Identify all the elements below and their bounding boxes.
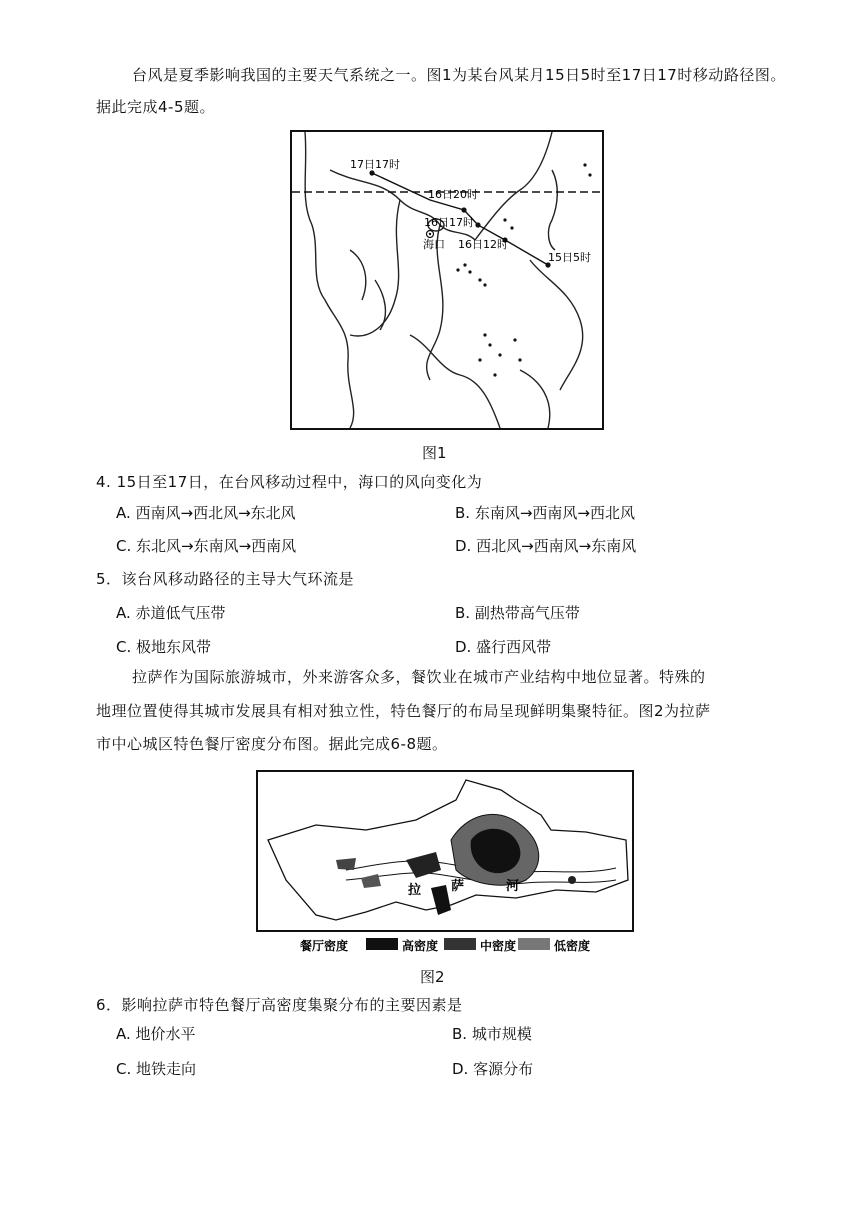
legend-low-swatch: [518, 938, 550, 950]
legend-mid-swatch: [444, 938, 476, 950]
intro2-line2: 地理位置使得其城市发展具有相对独立性，特色餐厅的布局呈现鲜明集聚特征。图2为拉萨: [96, 702, 711, 720]
river-char-1: 拉: [408, 883, 422, 898]
figure1-typhoon-map: [290, 130, 604, 430]
q5-option-b: B. 副热带高气压带: [455, 604, 580, 622]
river-char-3: 河: [506, 879, 520, 894]
q6-option-d: D. 客源分布: [452, 1060, 534, 1078]
intro2-line3: 市中心城区特色餐厅密度分布图。据此完成6-8题。: [96, 735, 448, 753]
intro1-line2: 据此完成4-5题。: [96, 98, 216, 116]
legend-high-swatch: [366, 938, 398, 950]
label-15-5: 15日5时: [548, 251, 591, 264]
legend-high: 高密度: [402, 939, 439, 953]
q6-stem: 6．影响拉萨市特色餐厅高密度集聚分布的主要因素是: [96, 996, 463, 1014]
q6-option-c: C. 地铁走向: [116, 1060, 197, 1078]
label-16-12: 16日12时: [458, 238, 508, 251]
figure2-density-map: [256, 770, 636, 960]
legend-title: 餐厅密度: [300, 939, 349, 953]
q4-option-b: B. 东南风→西南风→西北风: [455, 504, 635, 522]
q4-option-c: C. 东北风→东南风→西南风: [116, 537, 297, 555]
q5-stem: 5．该台风移动路径的主导大气环流是: [96, 570, 355, 588]
intro2-line1: 拉萨作为国际旅游城市，外来游客众多，餐饮业在城市产业结构中地位显著。特殊的: [132, 668, 706, 686]
figure2-caption: 图2: [420, 968, 445, 986]
label-16-17: 16日17时: [424, 216, 474, 229]
legend-mid: 中密度: [480, 939, 517, 953]
label-17-17: 17日17时: [350, 158, 400, 171]
q4-stem: 4. 15日至17日，在台风移动过程中，海口的风向变化为: [96, 473, 483, 491]
q6-option-b: B. 城市规模: [452, 1025, 532, 1043]
intro1-line1: 台风是夏季影响我国的主要天气系统之一。图1为某台风某月15日5时至17日17时移动路径图。: [132, 66, 786, 84]
river-char-2: 萨: [451, 879, 465, 894]
figure1-caption: 图1: [422, 444, 447, 462]
label-16-20: 16日20时: [428, 188, 478, 201]
q5-option-d: D. 盛行西风带: [455, 638, 552, 656]
q5-option-c: C. 极地东风带: [116, 638, 212, 656]
legend-low: 低密度: [554, 939, 591, 953]
q6-option-a: A. 地价水平: [116, 1025, 196, 1043]
q5-option-a: A. 赤道低气压带: [116, 604, 226, 622]
q4-option-a: A. 西南风→西北风→东北风: [116, 504, 296, 522]
label-haikou: 海口: [423, 238, 445, 251]
q4-option-d: D. 西北风→西南风→东南风: [455, 537, 637, 555]
